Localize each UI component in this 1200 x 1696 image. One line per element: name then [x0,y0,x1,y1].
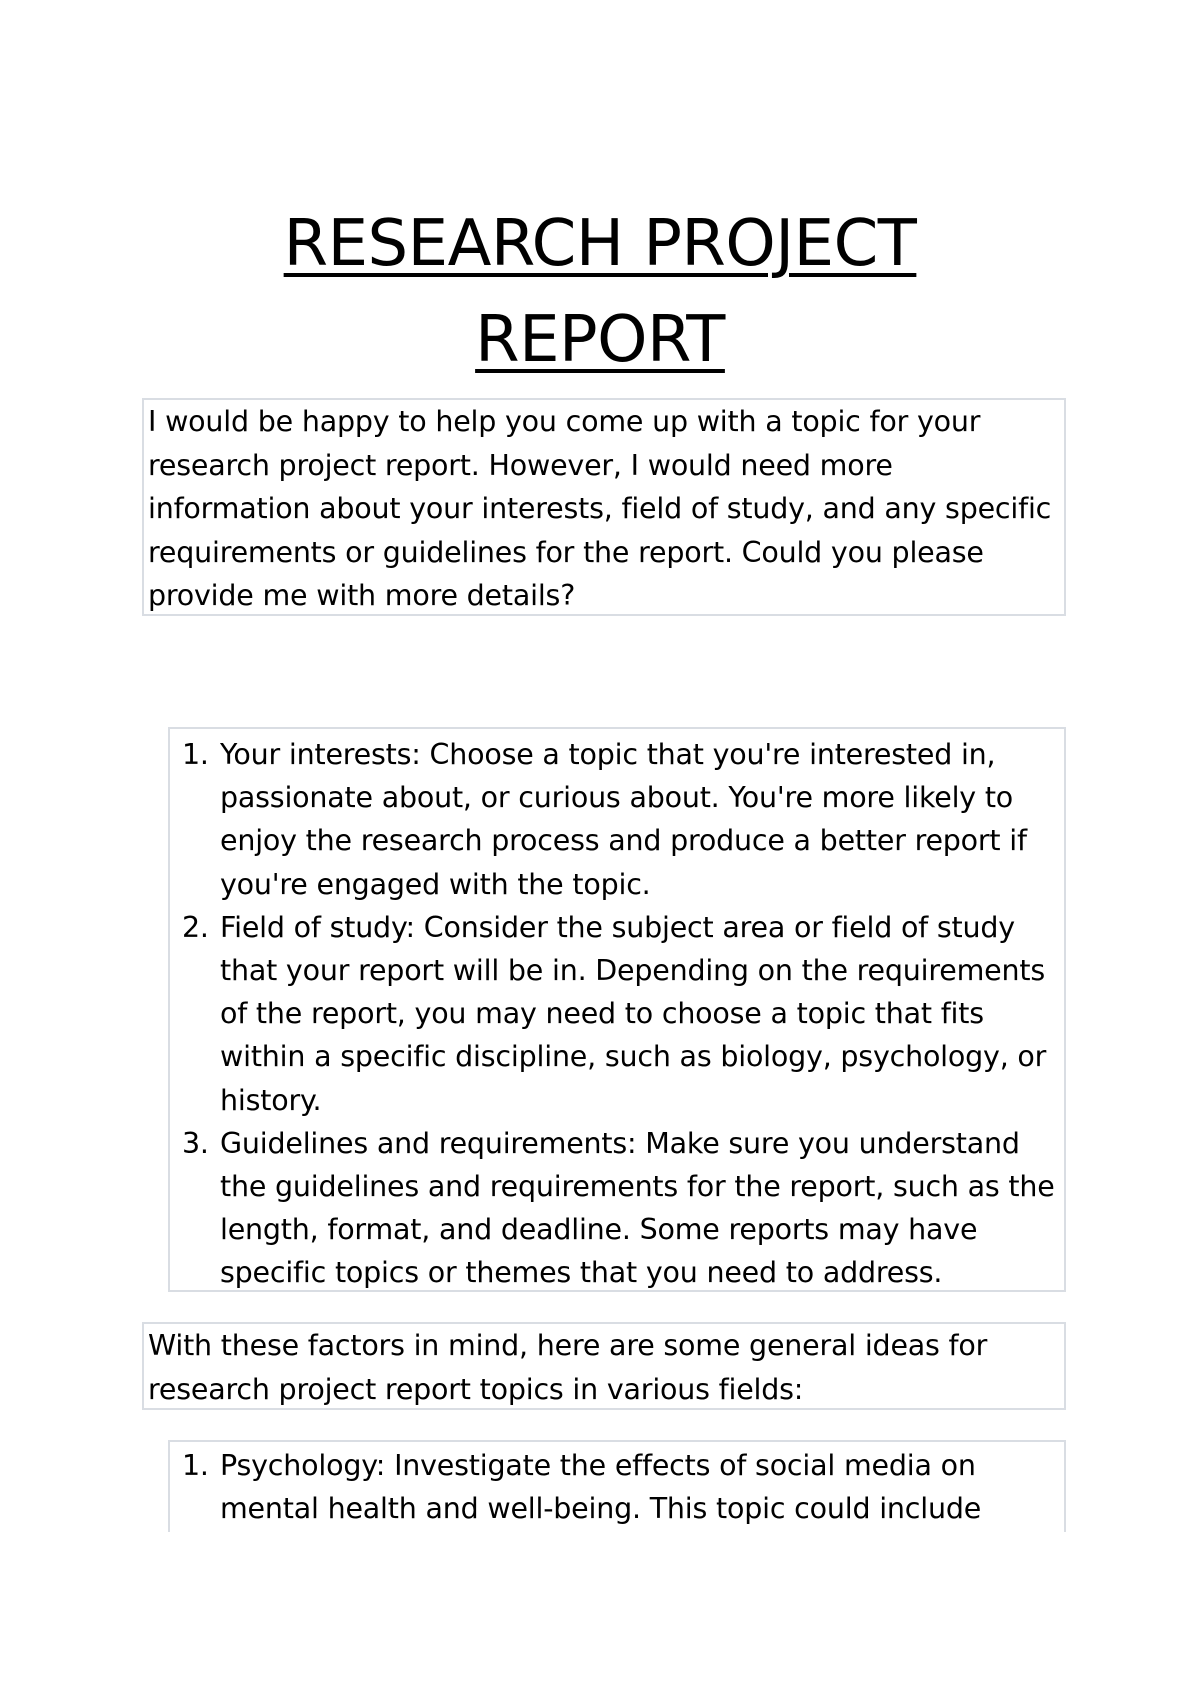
list-item-number: 1. [182,738,209,771]
transition-box [142,1322,1066,1410]
list-item [170,1122,1064,1292]
title-line-1: RESEARCH PROJECT [283,207,917,281]
list-item [170,733,1064,906]
list-item-number: 1. [182,1449,209,1482]
list-item-text: Psychology: Investigate the effects of social media on mental health and well-being. This topic could include [220,1449,982,1526]
factors-list [170,729,1064,1292]
factors-box [168,727,1066,1292]
list-item [170,1444,1064,1530]
list-item-text: Field of study: Consider the subject area or field of study that your report will be in. Depending on the requirements of the report, you may need to choose a topic that fits within a specific discipline, such as biology, psychology, or history. [220,910,1047,1117]
title-line-2: REPORT [475,303,725,377]
intro-box [142,398,1066,616]
ideas-box [168,1440,1066,1532]
intro-paragraph: I would be happy to help you come up with a topic for your research project report. However, I would need more information about your interests, field of study, and any specific requirements or guidelines for the report. Could you please provide me with more details? [148,405,1052,612]
ideas-list [170,1442,1064,1530]
list-item-text: Guidelines and requirements: Make sure you understand the guidelines and requirements for the report, such as the length, format, and deadline. Some reports may have specific topics or themes that you need to address. [220,1126,1055,1290]
page-title [0,196,1200,388]
list-item-text: Your interests: Choose a topic that you're interested in, passionate about, or curious about. You're more likely to enjoy the research process and produce a better report if you're engaged with the topic. [220,738,1027,901]
list-item-number: 3. [182,1126,209,1160]
list-item-number: 2. [182,910,209,944]
transition-paragraph: With these factors in mind, here are some general ideas for research project report topics in various fields: [148,1329,988,1406]
list-item [170,906,1064,1122]
